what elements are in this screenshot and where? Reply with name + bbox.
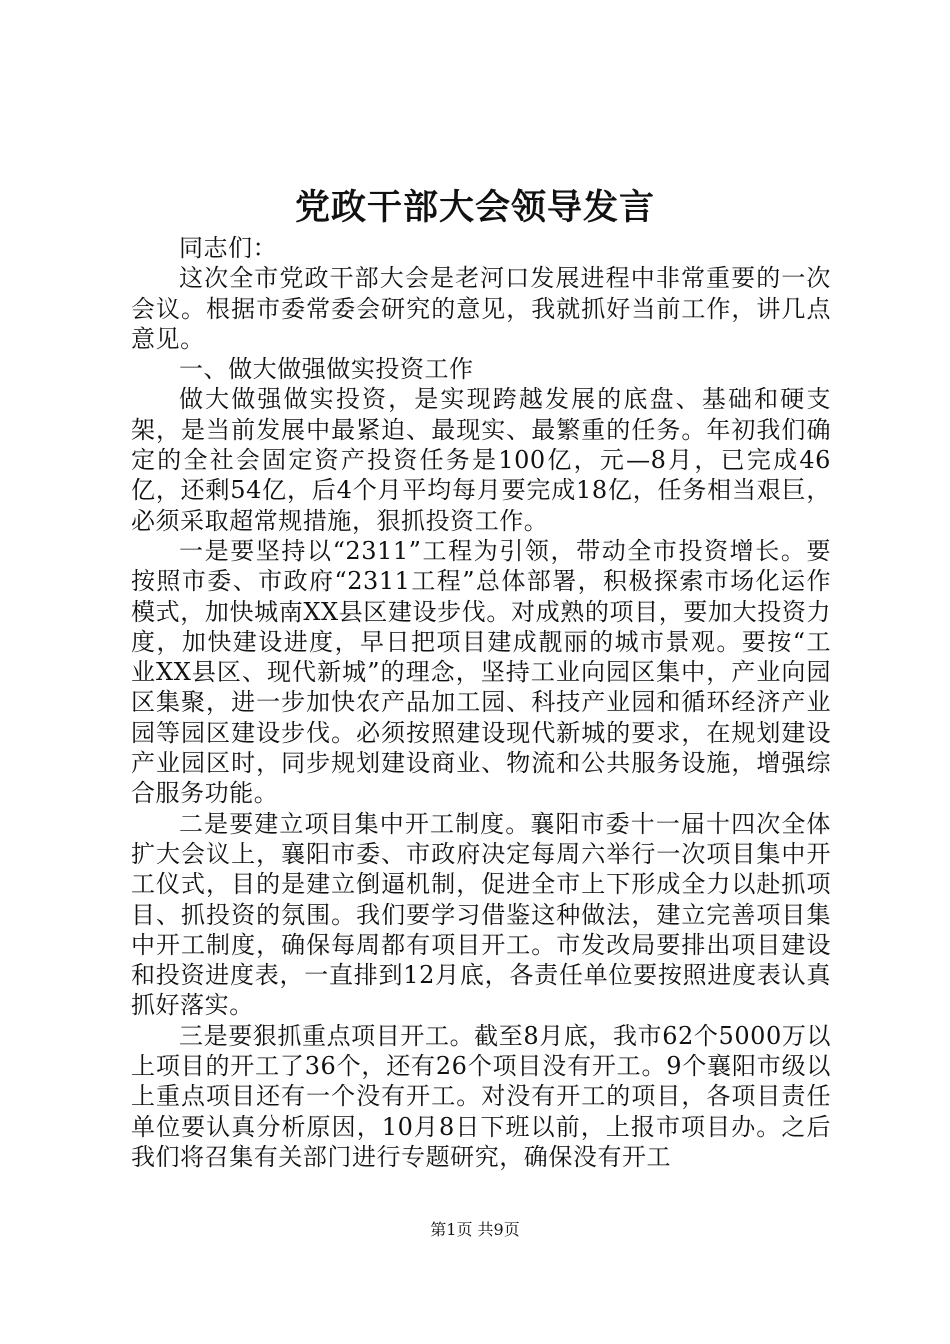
document-body: [131, 233, 831, 1172]
body-paragraph: 三是要狠抓重点项目开工。截至8月底，我市62个5000万以上项目的开工了36个，还有26个项目没有开工。9个襄阳市级以上重点项目还有一个没有开工。对没有开工的项目，各项目责任单位要认真分析原因，10月8日下班以前，上报市项目办。之后我们将召集有关部门进行专题研究，确保没有开工: [131, 1021, 831, 1171]
page-number-footer: 第1页 共9页: [430, 1220, 520, 1239]
document-title: 党政干部大会领导发言: [294, 187, 655, 228]
body-paragraph: 一是要坚持以“2311”工程为引领，带动全市投资增长。要按照市委、市政府“2311工程”总体部署，积极探索市场化运作模式，加快城南XX县区建设步伐。对成熟的项目，要加大投资力度，加快建设进度，早日把项目建成靓丽的城市景观。要按“工业XX县区、现代新城”的理念，坚持工业向园区集中，产业向园区集聚，进一步加快农产品加工园、科技产业园和循环经济产业园等园区建设步伐。必须按照建设现代新城的要求，在规划建设产业园区时，同步规划建设商业、物流和公共服务设施，增强综合服务功能。: [131, 536, 831, 808]
body-paragraph: 二是要建立项目集中开工制度。襄阳市委十一届十四次全体扩大会议上，襄阳市委、市政府决定每周六举行一次项目集中开工仪式，目的是建立倒逼机制，促进全市上下形成全力以赴抓项目、抓投资的氛围。我们要学习借鉴这种做法，建立完善项目集中开工制度，确保每周都有项目开工。市发改局要排出项目建设和投资进度表，一直排到12月底，各责任单位要按照进度表认真抓好落实。: [131, 809, 831, 1020]
section-heading: 一、做大做强做实投资工作: [179, 355, 474, 384]
salutation: 同志们：: [179, 234, 278, 262]
body-paragraph: 做大做强做实投资，是实现跨越发展的底盘、基础和硬支架，是当前发展中最紧迫、最现实、最繁重的任务。年初我们确定的全社会固定资产投资任务是100亿，元—8月，已完成46亿，还剩54亿，后4个月平均每月要完成18亿，任务相当艰巨，必须采取超常规措施，狠抓投资工作。: [131, 385, 831, 535]
body-paragraph: 这次全市党政干部大会是老河口发展进程中非常重要的一次会议。根据市委常委会研究的意见，我就抓好当前工作，讲几点意见。: [131, 264, 831, 353]
